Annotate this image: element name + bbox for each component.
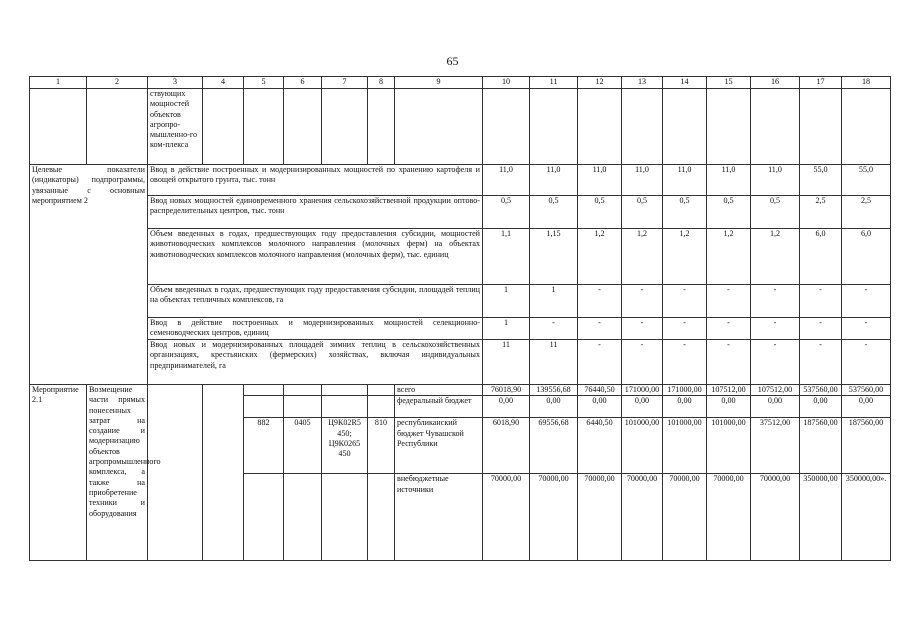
header-cell: 12 bbox=[578, 77, 622, 89]
code-cell bbox=[368, 396, 395, 418]
funding-value: 187560,00 bbox=[800, 418, 842, 474]
funding-value: 0,00 bbox=[707, 396, 751, 418]
indicator-value: 11,0 bbox=[622, 165, 663, 196]
indicator-value: 1,2 bbox=[751, 229, 800, 285]
funding-value: 76440,50 bbox=[578, 385, 622, 396]
header-cell: 13 bbox=[622, 77, 663, 89]
indicator-text: Объем введенных в годах, предшествующих году предоставления субсидии, площадей теплиц на объектах тепличных комплексов, га bbox=[148, 285, 483, 318]
funding-value: 0,00 bbox=[530, 396, 578, 418]
indicator-value: 1,2 bbox=[663, 229, 707, 285]
indicator-value: 11,0 bbox=[707, 165, 751, 196]
indicator-value: - bbox=[707, 340, 751, 385]
funding-value: 537560,00 bbox=[800, 385, 842, 396]
header-cell: 11 bbox=[530, 77, 578, 89]
indicator-value: 11,0 bbox=[578, 165, 622, 196]
indicator-value: 55,0 bbox=[800, 165, 842, 196]
header-cell: 10 bbox=[483, 77, 530, 89]
header-cell: 1 bbox=[30, 77, 87, 89]
indicator-value: 6,0 bbox=[842, 229, 891, 285]
code-cell bbox=[368, 474, 395, 561]
indicator-value: 0,5 bbox=[483, 196, 530, 229]
indicator-value: - bbox=[530, 318, 578, 340]
funding-value: 101000,00 bbox=[707, 418, 751, 474]
funding-value: 70000,00 bbox=[622, 474, 663, 561]
funding-value: 350000,00». bbox=[842, 474, 891, 561]
code-cell bbox=[368, 385, 395, 396]
funding-value: 70000,00 bbox=[483, 474, 530, 561]
funding-source: республиканский бюджет Чувашской Республики bbox=[395, 418, 483, 474]
indicator-value: 1 bbox=[530, 285, 578, 318]
indicator-value: 11 bbox=[483, 340, 530, 385]
indicator-text: Ввод новых мощностей единовременного хранения сельскохозяйственной продукции оптово-распределительных центров, тыс. тонн bbox=[148, 196, 483, 229]
header-cell: 2 bbox=[87, 77, 148, 89]
funding-source: всего bbox=[395, 385, 483, 396]
indicator-value: - bbox=[578, 285, 622, 318]
code-cell: 882 bbox=[244, 418, 284, 474]
header-cell: 14 bbox=[663, 77, 707, 89]
section-label: Целевые показатели (индикаторы) подпрограммы, увязанные с основным мероприятием 2 bbox=[30, 165, 148, 385]
funding-value: 70000,00 bbox=[751, 474, 800, 561]
indicator-value: 0,5 bbox=[707, 196, 751, 229]
funding-value: 0,00 bbox=[842, 396, 891, 418]
funding-value: 70000,00 bbox=[530, 474, 578, 561]
funding-value: 187560,00 bbox=[842, 418, 891, 474]
funding-value: 171000,00 bbox=[663, 385, 707, 396]
code-cell bbox=[284, 385, 322, 396]
indicator-value: 1,2 bbox=[578, 229, 622, 285]
indicator-value: - bbox=[842, 285, 891, 318]
measure-row bbox=[30, 385, 891, 396]
indicator-value: 11,0 bbox=[483, 165, 530, 196]
funding-value: 76018,90 bbox=[483, 385, 530, 396]
code-cell bbox=[322, 396, 368, 418]
indicator-value: - bbox=[800, 318, 842, 340]
header-cell: 6 bbox=[284, 77, 322, 89]
funding-value: 107512,00 bbox=[707, 385, 751, 396]
funding-value: 350000,00 bbox=[800, 474, 842, 561]
funding-value: 6440,50 bbox=[578, 418, 622, 474]
code-cell bbox=[244, 396, 284, 418]
indicator-value: - bbox=[578, 318, 622, 340]
indicator-value: 11,0 bbox=[663, 165, 707, 196]
indicator-value: 6,0 bbox=[800, 229, 842, 285]
indicator-row bbox=[30, 318, 891, 340]
indicator-value: 0,5 bbox=[751, 196, 800, 229]
indicator-text: Ввод в действие построенных и модернизированных мощностей селекционно-семеноводческих центров, единиц bbox=[148, 318, 483, 340]
indicator-value: 0,5 bbox=[530, 196, 578, 229]
indicator-value: - bbox=[751, 318, 800, 340]
code-cell bbox=[322, 474, 368, 561]
indicator-value: - bbox=[622, 340, 663, 385]
indicator-value: 11,0 bbox=[530, 165, 578, 196]
indicator-value: - bbox=[663, 340, 707, 385]
indicator-row bbox=[30, 229, 891, 285]
header-cell: 17 bbox=[800, 77, 842, 89]
code-cell: 0405 bbox=[284, 418, 322, 474]
header-cell: 5 bbox=[244, 77, 284, 89]
header-cell: 3 bbox=[148, 77, 203, 89]
funding-source: федеральный бюджет bbox=[395, 396, 483, 418]
header-cell: 9 bbox=[395, 77, 483, 89]
funding-value: 101000,00 bbox=[663, 418, 707, 474]
program-table bbox=[29, 76, 891, 561]
indicator-value: 1 bbox=[483, 285, 530, 318]
funding-value: 0,00 bbox=[663, 396, 707, 418]
code-cell: Ц9К02R5 450; Ц9К0265 450 bbox=[322, 418, 368, 474]
indicator-text: Объем введенных в годах, предшествующих году предоставления субсидии, мощностей животноводческих комплексов молочного направления (молочных ферм) на объектах животноводческих комплексов молочного направления (молочных ферм), тыс. единиц bbox=[148, 229, 483, 285]
indicator-value: - bbox=[622, 318, 663, 340]
funding-value: 0,00 bbox=[483, 396, 530, 418]
indicator-value: - bbox=[663, 285, 707, 318]
indicator-row bbox=[30, 340, 891, 385]
indicator-value: 55,0 bbox=[842, 165, 891, 196]
continuation-row bbox=[30, 89, 891, 165]
indicator-value: - bbox=[663, 318, 707, 340]
funding-value: 0,00 bbox=[751, 396, 800, 418]
indicator-value: - bbox=[751, 340, 800, 385]
indicator-value: 11,0 bbox=[751, 165, 800, 196]
funding-value: 70000,00 bbox=[578, 474, 622, 561]
indicator-value: 1,2 bbox=[707, 229, 751, 285]
header-cell: 7 bbox=[322, 77, 368, 89]
indicator-value: 1,2 bbox=[622, 229, 663, 285]
indicator-value: 1 bbox=[483, 318, 530, 340]
indicator-value: - bbox=[707, 285, 751, 318]
funding-value: 69556,68 bbox=[530, 418, 578, 474]
header-cell: 16 bbox=[751, 77, 800, 89]
indicator-value: 2,5 bbox=[800, 196, 842, 229]
indicator-value: - bbox=[751, 285, 800, 318]
indicator-value: - bbox=[622, 285, 663, 318]
indicator-value: 1,15 bbox=[530, 229, 578, 285]
header-cell: 18 bbox=[842, 77, 891, 89]
indicator-text: Ввод в действие построенных и модернизированных мощностей по хранению картофеля и овощей открытого грунта, тыс. тонн bbox=[148, 165, 483, 196]
code-cell bbox=[284, 474, 322, 561]
funding-value: 0,00 bbox=[622, 396, 663, 418]
funding-value: 171000,00 bbox=[622, 385, 663, 396]
indicator-value: - bbox=[707, 318, 751, 340]
funding-value: 37512,00 bbox=[751, 418, 800, 474]
funding-value: 70000,00 bbox=[707, 474, 751, 561]
measure-description: Возмещение части прямых понесенных затрат на создание и модернизацию объектов агропромышленного комплекса, а также на приобретение техники и оборудования bbox=[87, 385, 148, 561]
header-cell: 15 bbox=[707, 77, 751, 89]
indicator-value: - bbox=[578, 340, 622, 385]
indicator-value: - bbox=[842, 340, 891, 385]
code-cell bbox=[284, 396, 322, 418]
funding-value: 70000,00 bbox=[663, 474, 707, 561]
funding-value: 0,00 bbox=[800, 396, 842, 418]
funding-value: 537560,00 bbox=[842, 385, 891, 396]
indicator-value: 1,1 bbox=[483, 229, 530, 285]
funding-value: 6018,90 bbox=[483, 418, 530, 474]
indicator-value: 0,5 bbox=[622, 196, 663, 229]
indicator-value: - bbox=[800, 340, 842, 385]
header-cell: 4 bbox=[203, 77, 244, 89]
indicator-row bbox=[30, 165, 891, 196]
code-cell: 810 bbox=[368, 418, 395, 474]
indicator-value: 0,5 bbox=[578, 196, 622, 229]
measure-label: Мероприятие 2.1 bbox=[30, 385, 87, 561]
indicator-value: 11 bbox=[530, 340, 578, 385]
column-number-row bbox=[30, 77, 891, 89]
indicator-value: - bbox=[800, 285, 842, 318]
indicator-row bbox=[30, 285, 891, 318]
code-cell bbox=[244, 385, 284, 396]
page-number: 65 bbox=[446, 54, 459, 68]
indicator-text: Ввод новых и модернизированных площадей зимних теплиц в сельскохозяйственных организациях, крестьянских (фермерских) хозяйствах, включая индивидуальных предпринимателей, га bbox=[148, 340, 483, 385]
indicator-value: - bbox=[842, 318, 891, 340]
header-cell: 8 bbox=[368, 77, 395, 89]
funding-source: внебюджетные источники bbox=[395, 474, 483, 561]
code-cell bbox=[322, 385, 368, 396]
indicator-value: 0,5 bbox=[663, 196, 707, 229]
code-cell bbox=[244, 474, 284, 561]
funding-value: 107512,00 bbox=[751, 385, 800, 396]
funding-value: 0,00 bbox=[578, 396, 622, 418]
indicator-value: 2,5 bbox=[842, 196, 891, 229]
funding-value: 139556,68 bbox=[530, 385, 578, 396]
funding-value: 101000,00 bbox=[622, 418, 663, 474]
continued-text-cell: ствующих мощностей объектов агропро-мышленно-го ком-плекса bbox=[148, 89, 203, 165]
indicator-row bbox=[30, 196, 891, 229]
